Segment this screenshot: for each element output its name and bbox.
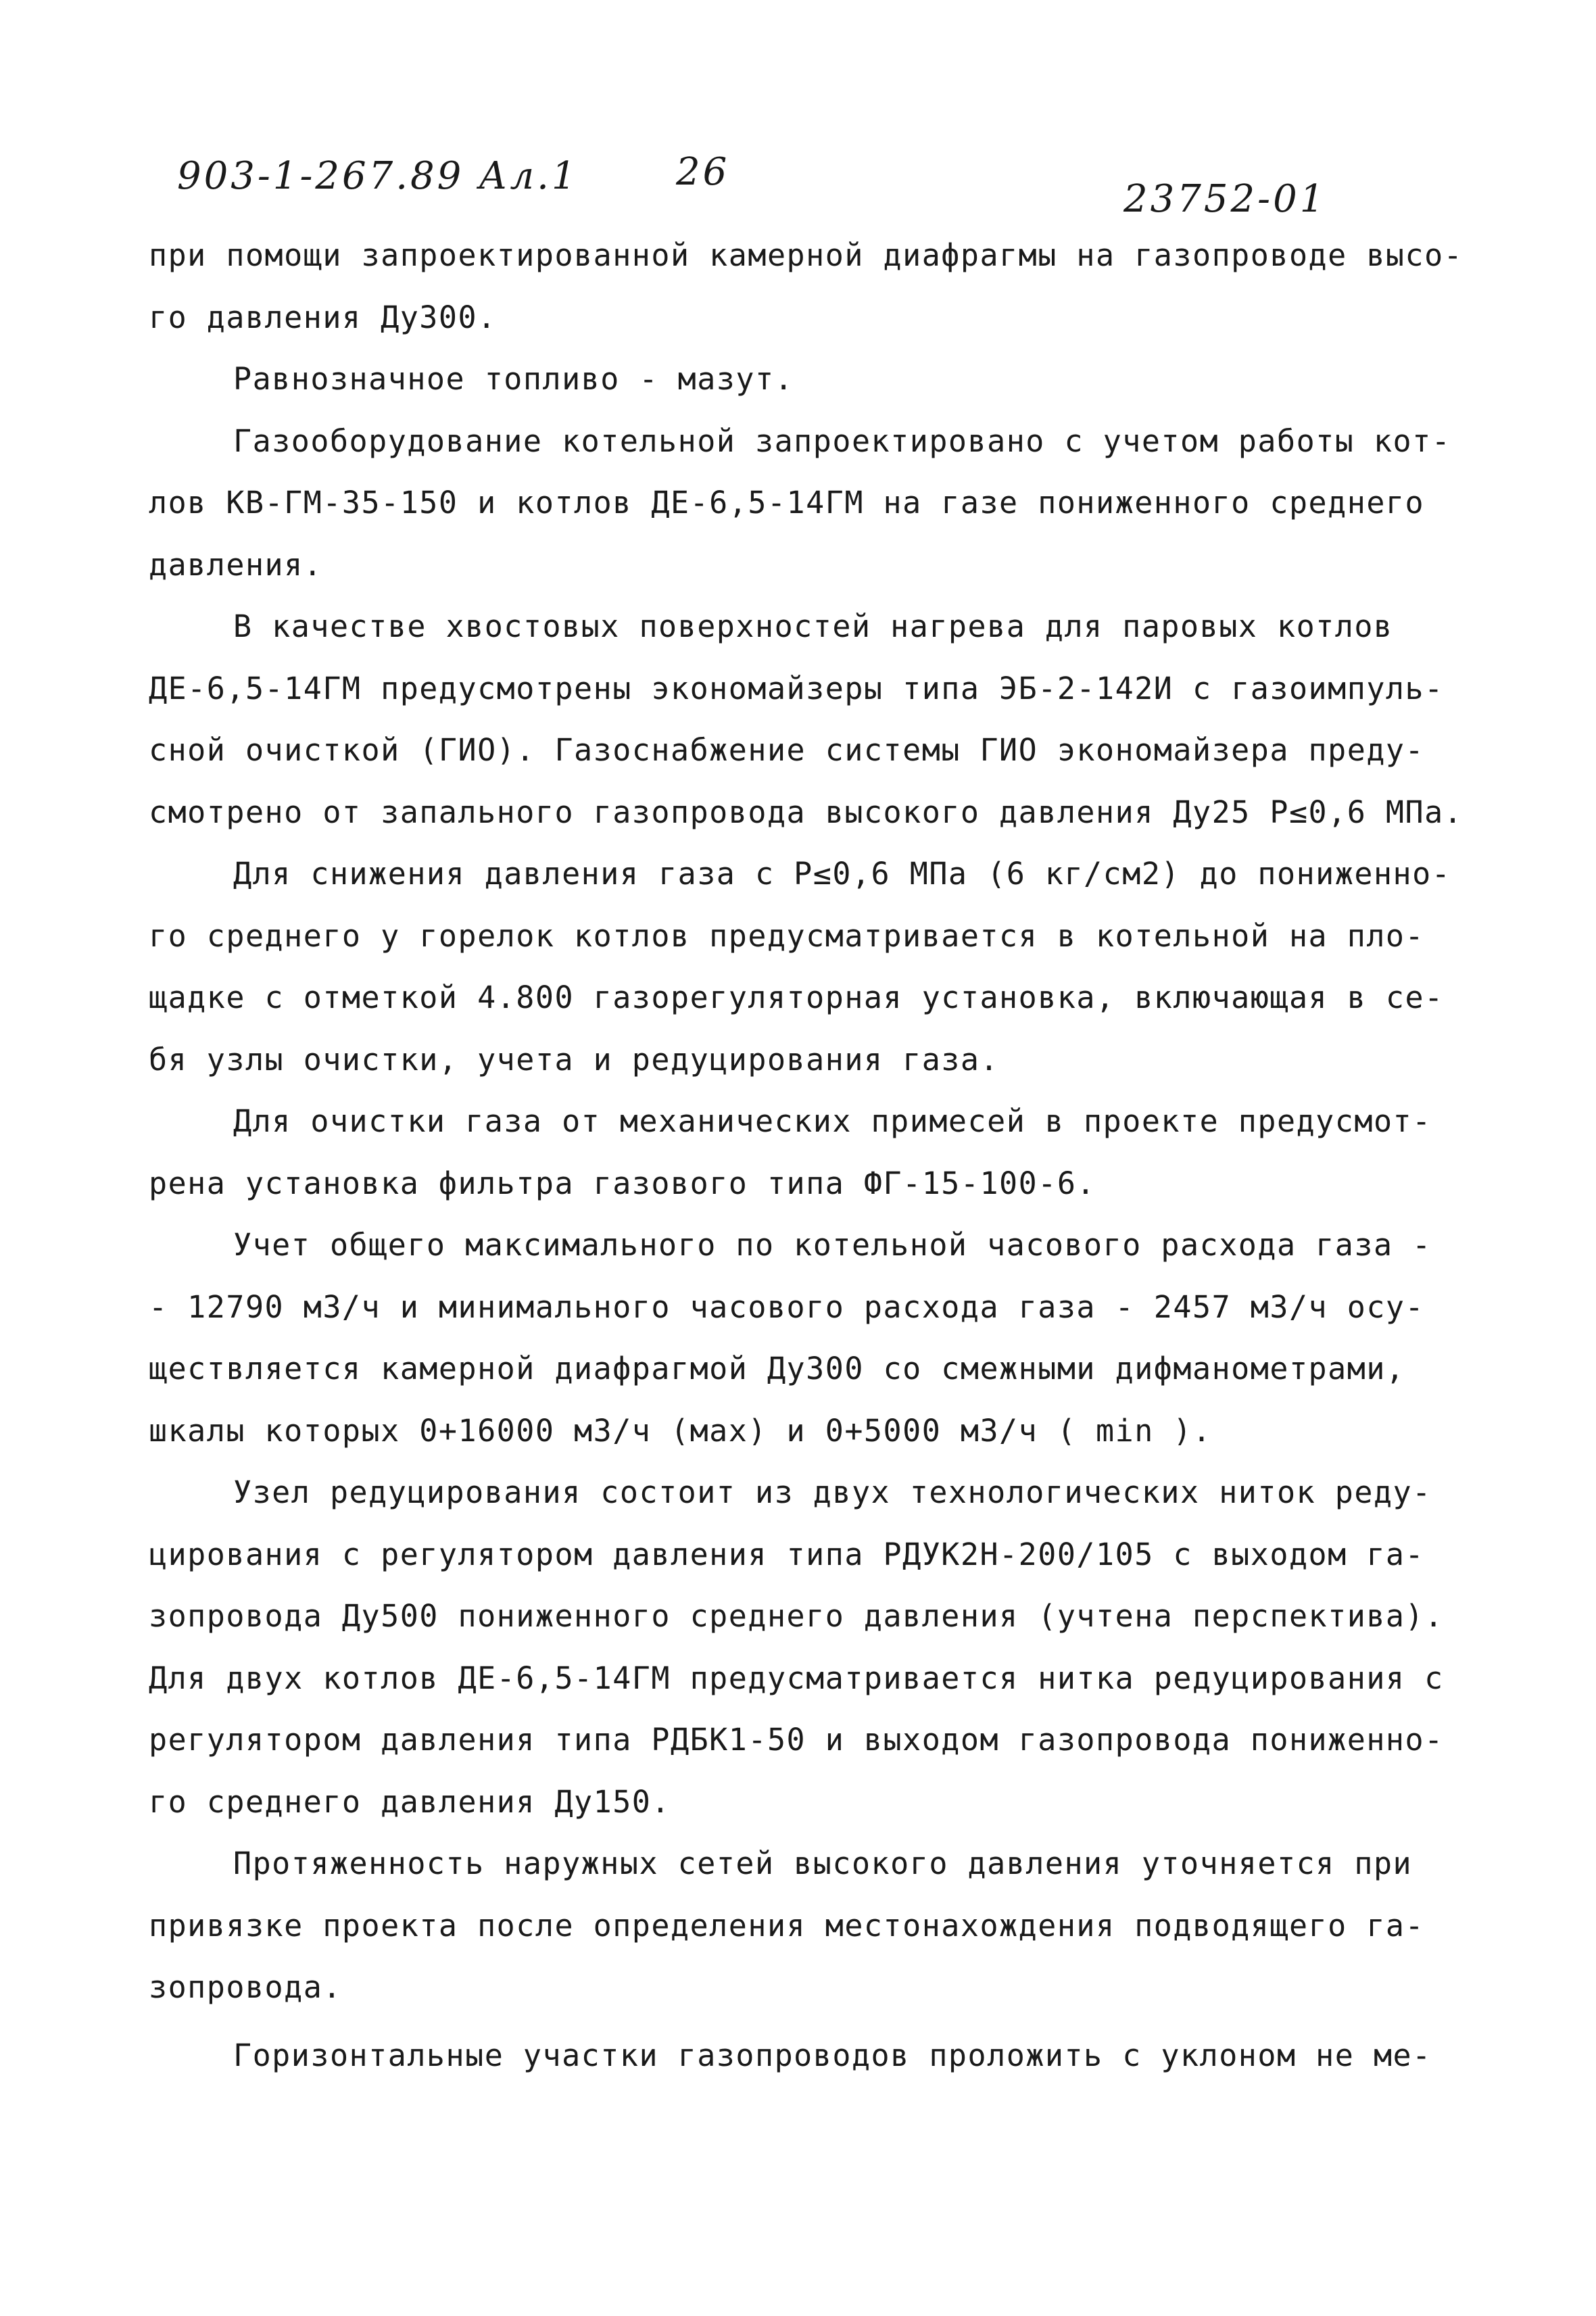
text-line: зопровода. <box>149 1969 342 2005</box>
text-line: Узел редуцирования состоит из двух технологических ниток реду- <box>233 1474 1432 1510</box>
text-line: при помощи запроектированной камерной диафрагмы на газопроводе высо- <box>149 237 1464 273</box>
text-line: рена установка фильтра газового типа ФГ-15-100-6. <box>149 1165 1096 1201</box>
text-line: го среднего у горелок котлов предусматривается в котельной на пло- <box>149 917 1425 954</box>
text-line: Равнозначное топливо - мазут. <box>233 361 794 397</box>
text-line: ществляется камерной диафрагмой Ду300 со смежными дифманометрами, <box>149 1351 1405 1386</box>
text-line: привязке проекта после определения местонахождения подводящего га- <box>149 1907 1425 1944</box>
text-line: щадке с отметкой 4.800 газорегуляторная установка, включающая в се- <box>149 980 1444 1015</box>
text-line: го давления Ду300. <box>149 299 497 335</box>
text-line: Протяженность наружных сетей высокого давления уточняется при <box>233 1845 1413 1881</box>
text-line: бя узлы очистки, учета и редуцирования газа. <box>149 1041 1000 1078</box>
text-line: Газооборудование котельной запроектировано с учетом работы кот- <box>233 423 1451 459</box>
text-line: давления. <box>149 546 323 583</box>
text-line: Учет общего максимального по котельной часового расхода газа - <box>233 1227 1432 1263</box>
body-text <box>149 224 1474 2086</box>
text-line: лов КВ-ГМ-35-150 и котлов ДЕ-6,5-14ГМ на газе пониженного среднего <box>149 485 1425 521</box>
document-code: 903-1-267.89 Ал.1 <box>177 154 579 198</box>
text-line: сной очисткой (ГИО). Газоснабжение системы ГИО экономайзера преду- <box>149 732 1425 768</box>
text-line: В качестве хвостовых поверхностей нагрева для паровых котлов <box>233 608 1393 644</box>
text-line: шкалы которых 0+16000 м3/ч (мах) и 0+5000 м3/ч ( min ). <box>149 1412 1212 1449</box>
page-number: 26 <box>676 150 730 194</box>
text-line: Для двух котлов ДЕ-6,5-14ГМ предусматривается нитка редуцирования с <box>149 1660 1444 1696</box>
text-line: - 12790 м3/ч и минимального часового расхода газа - 2457 м3/ч осу- <box>149 1288 1425 1325</box>
text-line: ДЕ-6,5-14ГМ предусмотрены экономайзеры типа ЭБ-2-142И с газоимпуль- <box>149 670 1444 706</box>
sheet-number: 23752-01 <box>1123 177 1327 221</box>
text-line: зопровода Ду500 пониженного среднего давления (учтена перспектива). <box>149 1598 1444 1634</box>
text-line: го среднего давления Ду150. <box>149 1783 671 1820</box>
text-line: Для очистки газа от механических примесей в проекте предусмот- <box>233 1103 1432 1139</box>
text-line: смотрено от запального газопровода высокого давления Ду25 Р≤0,6 МПа. <box>149 794 1464 830</box>
text-line: Для снижения давления газа с Р≤0,6 МПа (6 кг/см2) до пониженно- <box>233 856 1451 892</box>
text-line: регулятором давления типа РДБК1-50 и выходом газопровода пониженно- <box>149 1722 1444 1758</box>
text-line: Горизонтальные участки газопроводов проложить с уклоном не ме- <box>233 2037 1432 2073</box>
text-line: цирования с регулятором давления типа РДУК2Н-200/105 с выходом га- <box>149 1536 1425 1572</box>
